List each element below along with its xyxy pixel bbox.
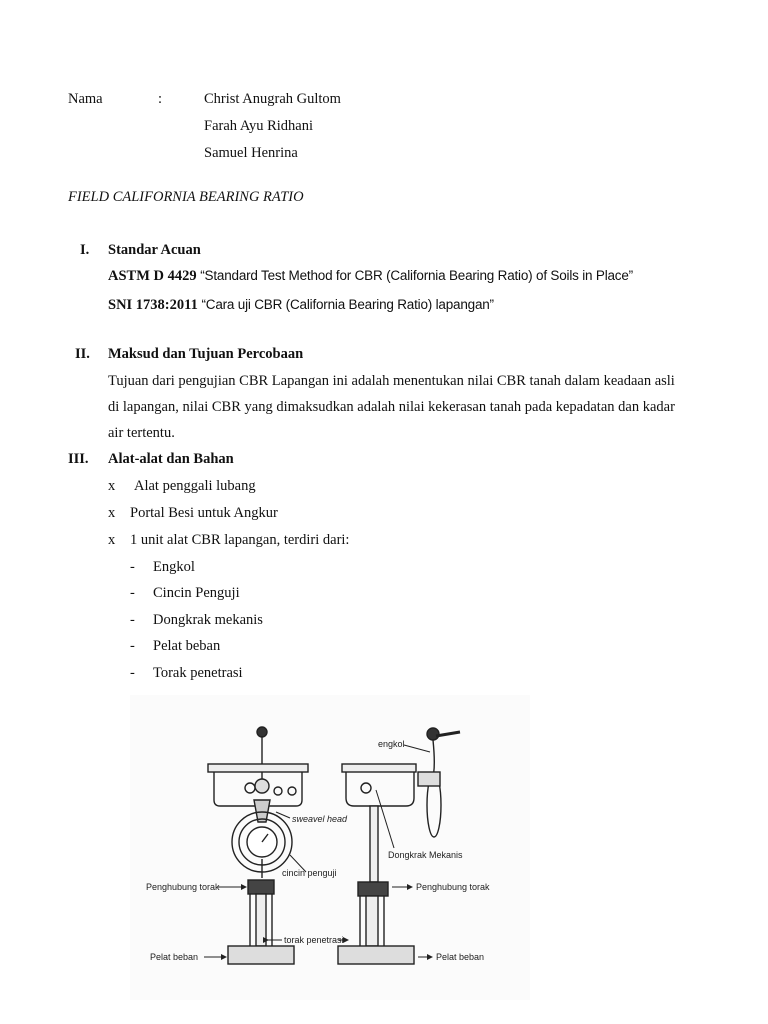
label-dongkrak-mekanis: Dongkrak Mekanis bbox=[388, 850, 463, 860]
section-heading: Standar Acuan bbox=[108, 242, 201, 258]
dash-marker: - bbox=[130, 585, 135, 601]
list-item: 1 unit alat CBR lapangan, terdiri dari: bbox=[130, 532, 350, 548]
label-pelat-beban-left: Pelat beban bbox=[150, 952, 199, 962]
label-pelat-beban-right: Pelat beban bbox=[436, 952, 485, 962]
reference-line bbox=[108, 297, 494, 314]
label-sweavel-head: sweavel head bbox=[292, 814, 348, 824]
reference-text: “Standard Test Method for CBR (California Bearing Ratio) of Soils in Place” bbox=[200, 268, 633, 283]
sub-list-item: Torak penetrasi bbox=[153, 665, 243, 681]
list-item: Portal Besi untuk Angkur bbox=[130, 505, 278, 521]
nama-colon: : bbox=[158, 91, 163, 107]
dash-marker: - bbox=[130, 638, 135, 654]
paragraph-line: Tujuan dari pengujian CBR Lapangan ini adalah menentukan nilai CBR tanah dalam keadaan asli bbox=[108, 373, 675, 389]
sub-list-item: Dongkrak mekanis bbox=[153, 612, 263, 628]
sub-list-item: Cincin Penguji bbox=[153, 585, 240, 601]
reference-code: ASTM D 4429 bbox=[108, 268, 197, 284]
paragraph-line: air tertentu. bbox=[108, 425, 175, 441]
bullet-marker: x bbox=[108, 505, 116, 521]
bullet-marker: x bbox=[108, 532, 116, 548]
section-number: II. bbox=[75, 346, 90, 362]
section-heading: Maksud dan Tujuan Percobaan bbox=[108, 346, 304, 362]
section-heading: Alat-alat dan Bahan bbox=[108, 451, 234, 467]
reference-line bbox=[108, 268, 633, 285]
sub-list-item: Engkol bbox=[153, 559, 195, 575]
section-number: III. bbox=[68, 451, 89, 467]
section-number: I. bbox=[80, 242, 90, 258]
dash-marker: - bbox=[130, 612, 135, 628]
label-penghubung-torak-left: Penghubung torak bbox=[146, 882, 220, 892]
label-penghubung-torak-right: Penghubung torak bbox=[416, 882, 490, 892]
author-name: Samuel Henrina bbox=[204, 145, 298, 161]
dash-marker: - bbox=[130, 665, 135, 681]
paragraph-line: di lapangan, nilai CBR yang dimaksudkan adalah nilai kekerasan tanah pada kepadatan dan kadar bbox=[108, 399, 675, 415]
author-name: Farah Ayu Ridhani bbox=[204, 118, 314, 134]
reference-code: SNI 1738:2011 bbox=[108, 297, 198, 313]
list-item: Alat penggali lubang bbox=[134, 478, 256, 494]
label-engkol: engkol bbox=[378, 739, 405, 749]
reference-text: “Cara uji CBR (California Bearing Ratio) lapangan” bbox=[201, 297, 494, 312]
author-name: Christ Anugrah Gultom bbox=[204, 91, 341, 107]
label-cincin-penguji: cincin penguji bbox=[282, 868, 337, 878]
sub-list-item: Pelat beban bbox=[153, 638, 221, 654]
dash-marker: - bbox=[130, 559, 135, 575]
nama-label: Nama bbox=[68, 91, 103, 107]
cbr-apparatus-figure bbox=[130, 695, 530, 1000]
document-title: FIELD CALIFORNIA BEARING RATIO bbox=[68, 189, 304, 205]
label-torak-penetrasi: torak penetrasi bbox=[284, 935, 344, 945]
bullet-marker: x bbox=[108, 478, 116, 494]
